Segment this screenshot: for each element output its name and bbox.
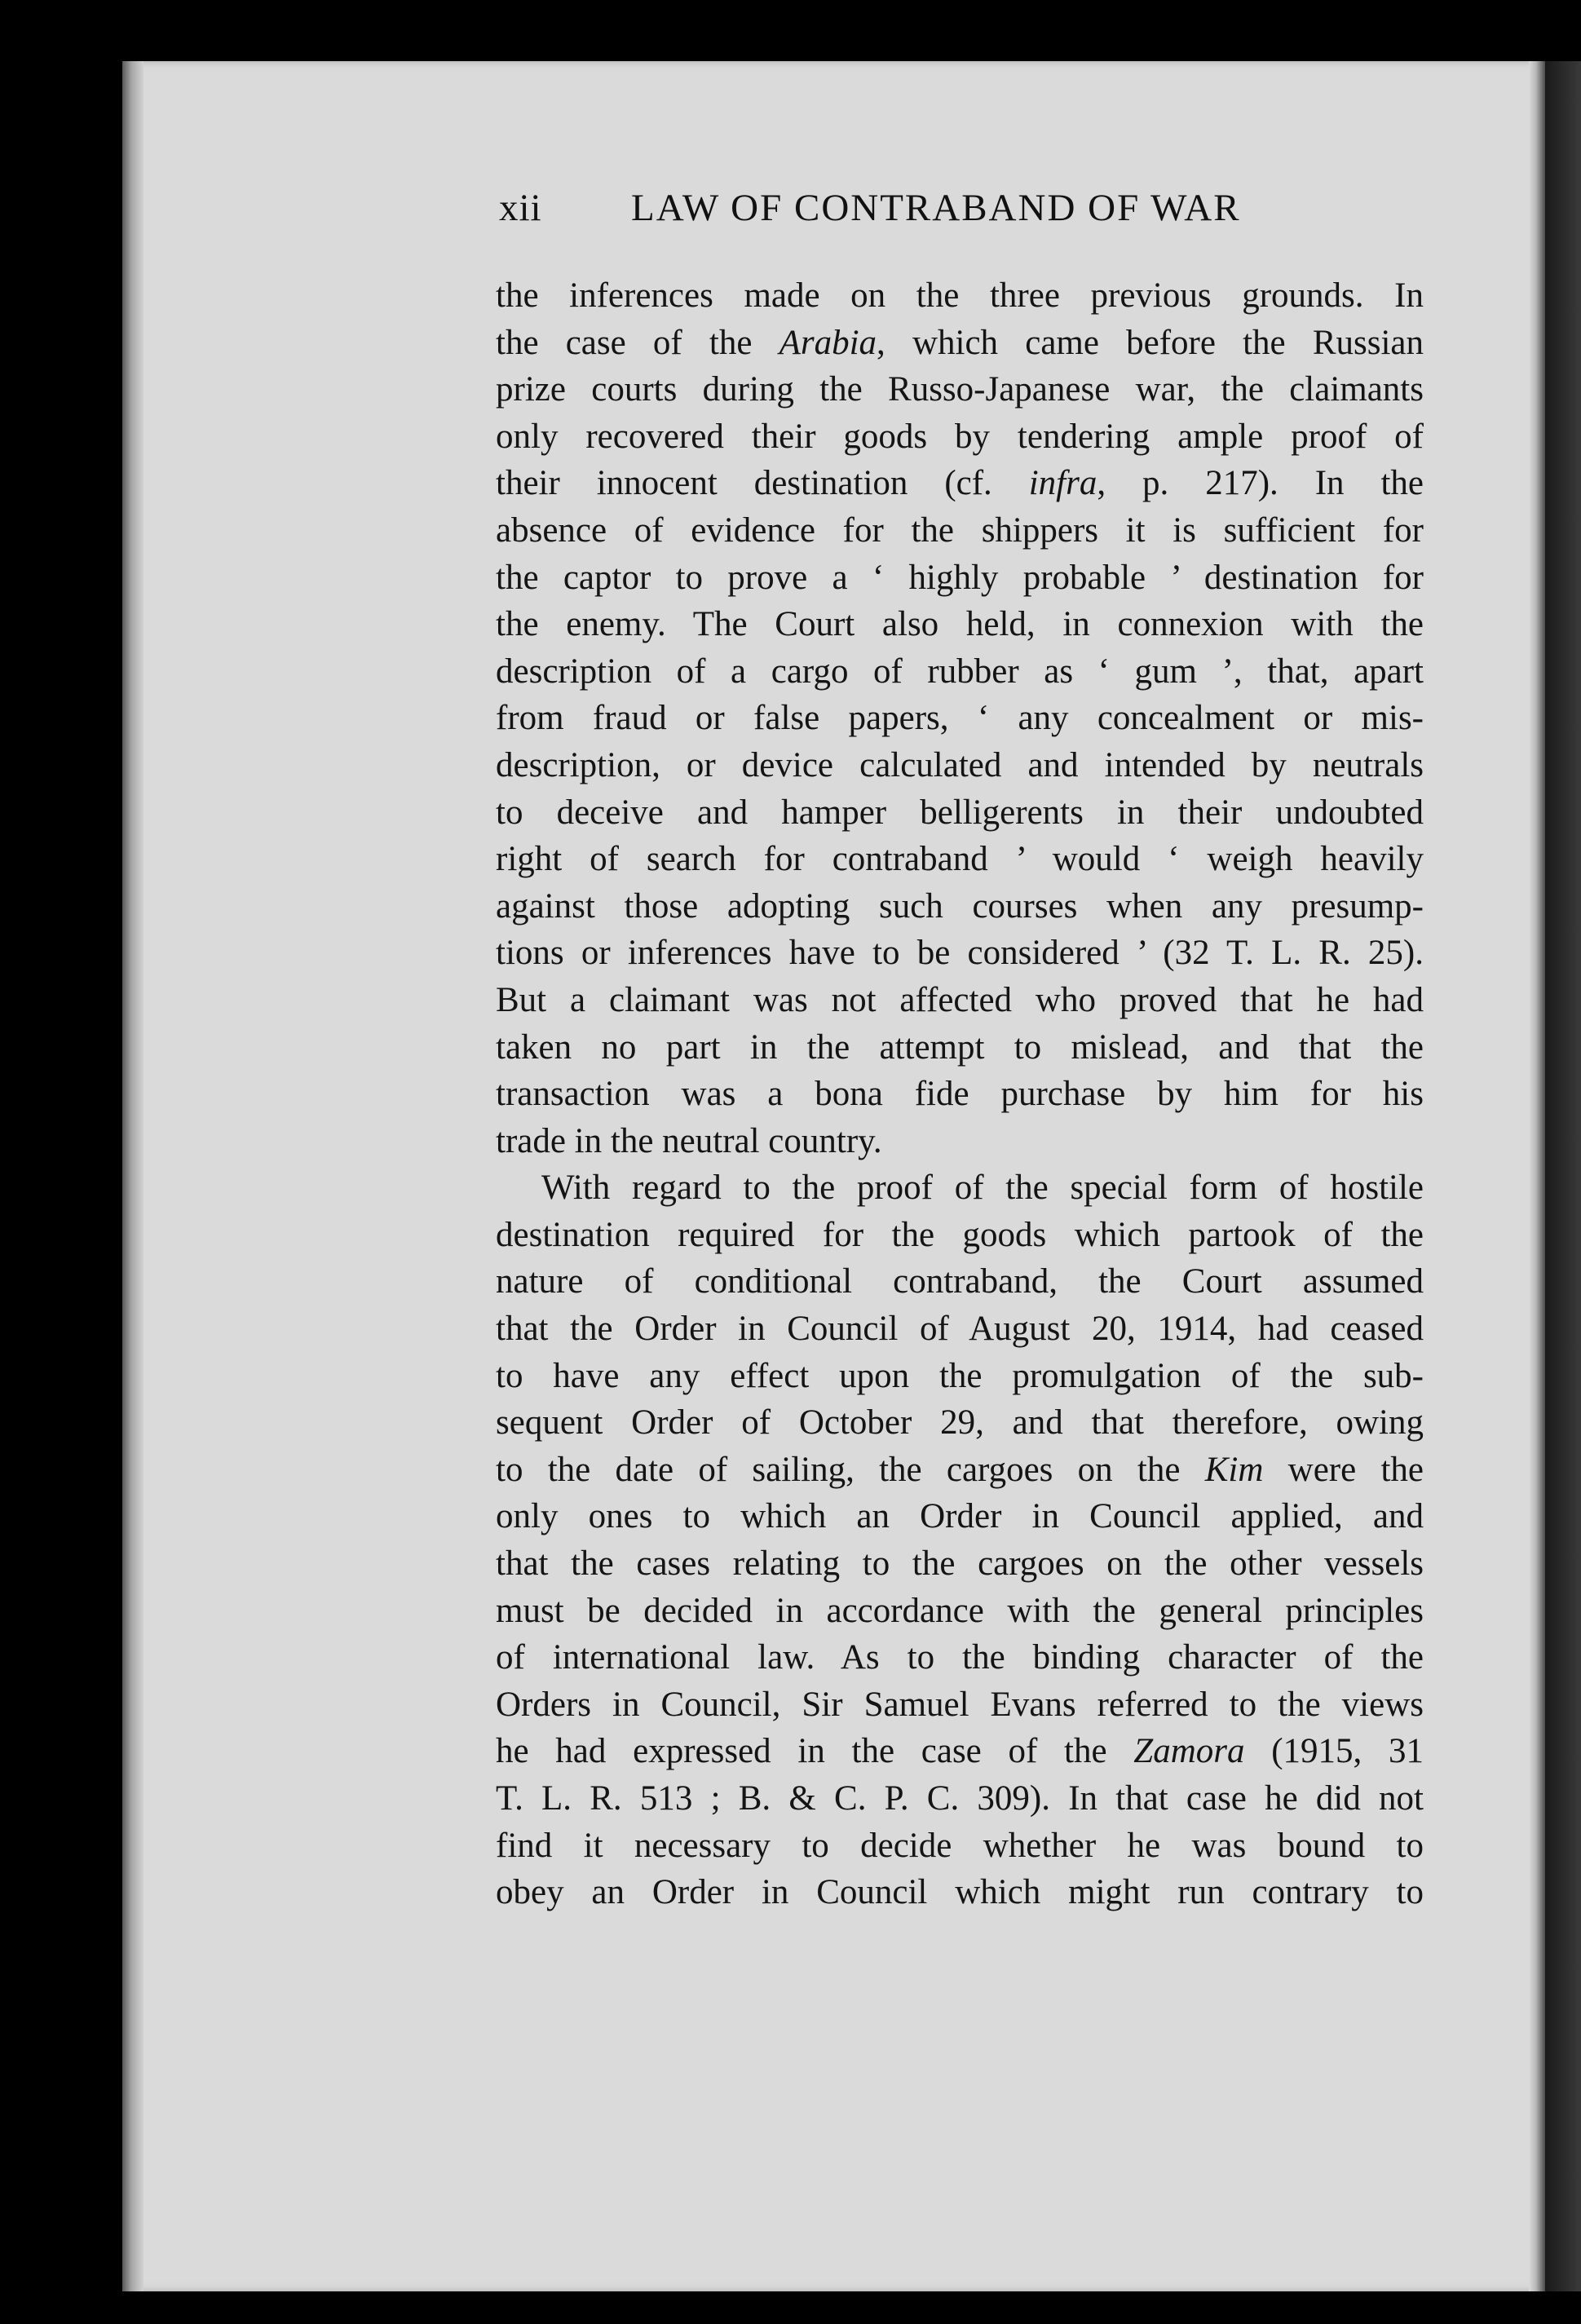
text-line: that the Order in Council of August 20, 1914, had ceased [496,1310,1424,1349]
text-line: tions or inferences have to be considered ’ (32 T. L. R. 25). [496,934,1424,973]
text-line: only recovered their goods by tendering ample proof of [496,417,1424,456]
body-text [496,272,1424,1916]
text-line: transaction was a bona fide purchase by him for his [496,1075,1424,1114]
text-line: right of search for contraband ’ would ‘ weigh heavily [496,840,1424,879]
text-line: With regard to the proof of the special form of hostile [541,1169,1424,1208]
text-line: must be decided in accordance with the general principles [496,1591,1424,1630]
running-title: LAW OF CONTRABAND OF WAR [631,187,1241,229]
text-line: to have any effect upon the promulgation of the sub- [496,1356,1424,1395]
text-line: he had expressed in the case of the Zamora (1915, 31 [496,1732,1424,1771]
text-line: description of a cargo of rubber as ‘ gum ’, that, apart [496,652,1424,691]
text-line: the enemy. The Court also held, in connexion with the [496,605,1424,644]
text-line: the captor to prove a ‘ highly probable ’ destination for [496,558,1424,597]
text-line: their innocent destination (cf. infra, p. 217). In the [496,464,1424,503]
text-line: Orders in Council, Sir Samuel Evans referred to the views [496,1685,1424,1724]
text-line: sequent Order of October 29, and that therefore, owing [496,1403,1424,1443]
page-number: xii [499,187,542,229]
text-line: destination required for the goods which partook of the [496,1215,1424,1254]
text-line: taken no part in the attempt to mislead, and that the [496,1027,1424,1067]
text-line: to deceive and hamper belligerents in their undoubted [496,793,1424,832]
text-line: prize courts during the Russo-Japanese war, the claimants [496,370,1424,409]
text-line: find it necessary to decide whether he was bound to [496,1826,1424,1865]
text-line: trade in the neutral country. [496,1121,882,1160]
text-line: the inferences made on the three previous grounds. In [496,276,1424,315]
text-line: that the cases relating to the cargoes on the other vessels [496,1544,1424,1584]
text-line: from fraud or false papers, ‘ any concealment or mis- [496,699,1424,738]
text-line: of international law. As to the binding character of the [496,1638,1424,1677]
text-line: the case of the Arabia, which came before the Russian [496,323,1424,362]
text-line: against those adopting such courses when any presump- [496,886,1424,926]
text-line: to the date of sailing, the cargoes on the Kim were the [496,1450,1424,1489]
text-line: nature of conditional contraband, the Court assumed [496,1262,1424,1301]
text-line: obey an Order in Council which might run contrary to [496,1873,1424,1912]
text-line: But a claimant was not affected who proved that he had [496,980,1424,1019]
text-line: T. L. R. 513 ; B. & C. P. C. 309). In that case he did not [496,1779,1424,1818]
page-header [499,186,1280,243]
text-line: description, or device calculated and intended by neutrals [496,745,1424,784]
text-line: only ones to which an Order in Council applied, and [496,1497,1424,1536]
page-edge-shadow [1545,61,1581,2291]
text-line: absence of evidence for the shippers it is sufficient for [496,510,1424,550]
